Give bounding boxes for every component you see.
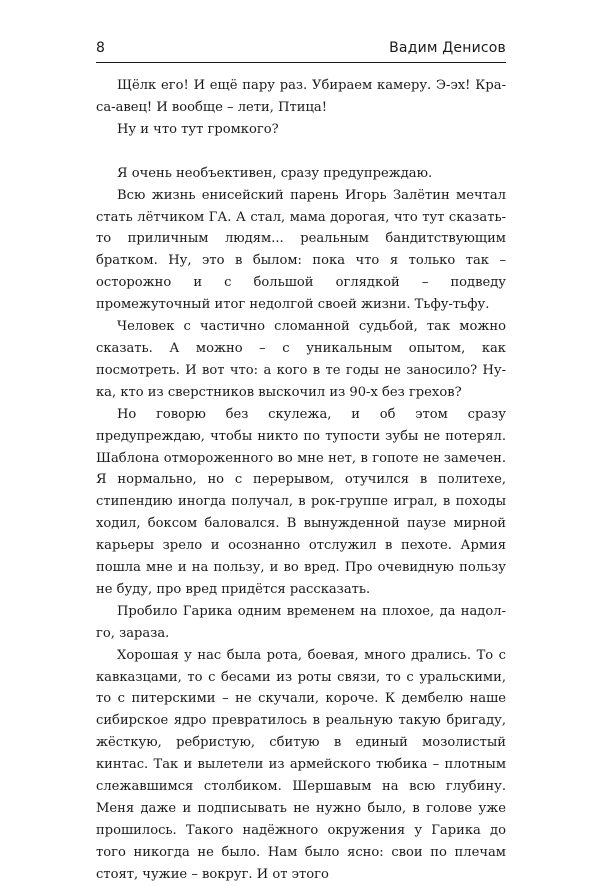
paragraph: Хорошая у нас была рота, боевая, много дрались. То с кавказцами, то с бесами из роты связи, то с уральскими, то с питерскими – не скучали, короче. К дембелю наше сибирское ядро превратилось в реальную такую бригаду, жёсткую, ребристую, сбитую в единый мозолистый кинтас. Так и вылетели из армейского тюбика – плотным слежавшимся столбиком. Шершавым на всю глубину. Меня даже и подписывать не нужно было, в голове уже прошилось. Такого надёжного окружения у Гарика до того никогда не было. Нам было ясно: свои по плечам стоят, чужие – вокруг. И от этого (96, 647, 506, 882)
paragraph: Щёлк его! И ещё пару раз. Убираем камеру. Э-эх! Краса-авец! И вообще – лети, Птица! (96, 78, 506, 115)
section-break (96, 141, 506, 163)
page-header (96, 40, 506, 63)
paragraph: Но говорю без скулежа, и об этом сразу предупреждаю, чтобы никто по тупости зубы не потерял. Шаблона отмороженного во мне нет, в гопоте не замечен. Я нормально, но с перерывом, отучился в политехе, стипендию иногда получал, в рок-группе играл, в походы ходил, боксом баловался. В вынужденной паузе мирной карьеры зрело и осознанно отслужил в пехоте. Армия пошла мне и на пользу, и во вред. Про очевидную пользу не буду, про вред придётся рассказать. (96, 406, 506, 597)
page-number: 8 (96, 40, 106, 56)
paragraph: Пробило Гарика одним временем на плохое, да надолго, зараза. (96, 603, 506, 641)
paragraph: Ну и что тут громкого? (117, 121, 279, 137)
paragraph: Человек с частично сломанной судьбой, так можно сказать. А можно – с уникальным опытом, как посмотреть. И вот что: а кого в те годы не заносило? Ну-ка, кто из сверстников выскочил из 90-х без грехов? (96, 319, 506, 400)
paragraph: Всю жизнь енисейский парень Игорь Залётин мечтал стать лётчиком ГА. А стал, мама дорогая, что тут сказать-то приличным людям... реальным бандитствующим братком. Ну, это в былом: пока что я только так – осторожно и с большой оглядкой – подведу промежуточный итог недолгой своей жизни. Тьфу-тьфу. (96, 187, 506, 313)
body-text (96, 75, 506, 886)
paragraph: Я очень необъективен, сразу предупреждаю. (117, 165, 433, 181)
book-page (96, 40, 506, 886)
running-title: Вадим Денисов (389, 40, 506, 56)
